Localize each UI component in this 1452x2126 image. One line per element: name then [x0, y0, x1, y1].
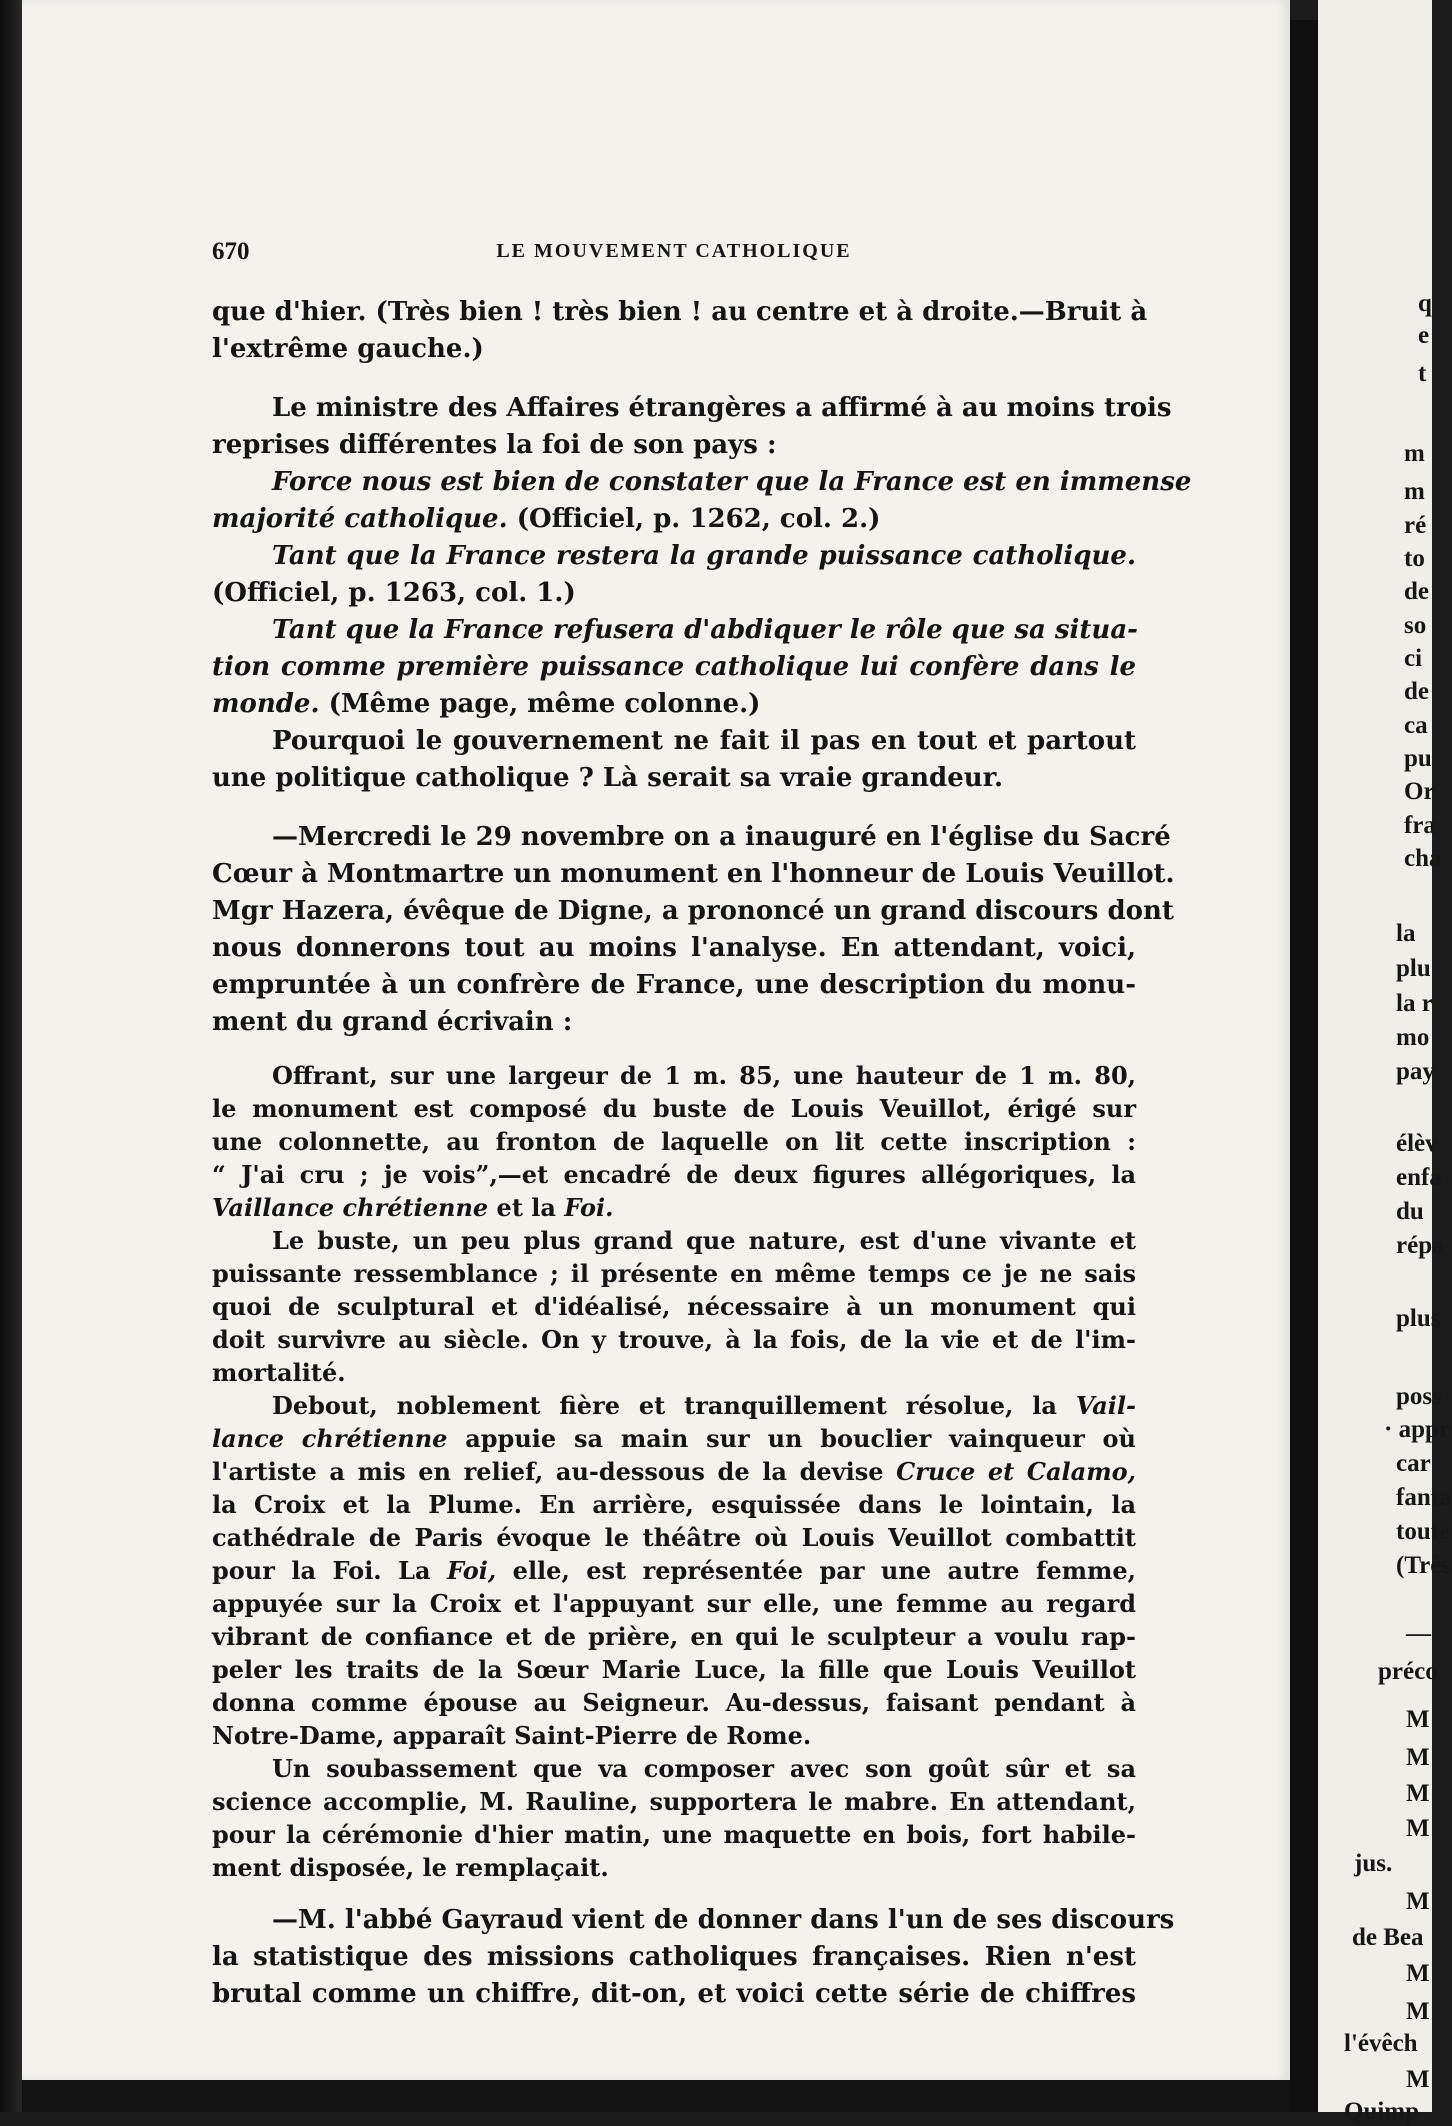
paragraph-mercredi: [212, 819, 1175, 1041]
right-fragment: M: [1406, 2066, 1430, 2093]
quote-force: [212, 464, 1192, 538]
right-fragment: M: [1406, 1960, 1430, 1987]
quote-tant-que-1: [212, 538, 1136, 612]
right-fragment: m: [1404, 478, 1425, 505]
italic-text: lance chrétienne: [212, 1424, 448, 1453]
excerpt-soubassement: [212, 1752, 1136, 1884]
quote-line: tion comme première puissance catholique lui confère dans le: [212, 652, 1136, 682]
right-fragment: M: [1406, 1744, 1430, 1771]
text-line: ment du grand écrivain :: [212, 1007, 573, 1037]
right-fragment: M: [1406, 1780, 1430, 1807]
page-header: [212, 238, 1136, 272]
citation: (Même page, même colonne.): [328, 689, 761, 719]
excerpt-offrant: [212, 1059, 1136, 1224]
right-fragment: du: [1396, 1198, 1424, 1225]
text-line: [212, 1191, 1136, 1224]
text-line: Pourquoi le gouvernement ne fait il pas en tout et partout: [272, 726, 1136, 756]
text-line: une politique catholique ? Là serait sa vraie grandeur.: [212, 763, 1004, 793]
right-fragment: t: [1418, 360, 1427, 387]
italic-text: Cruce et Calamo,: [896, 1457, 1136, 1486]
right-fragment: m: [1404, 440, 1425, 467]
text-line: [212, 1422, 1136, 1455]
right-fragment: l'évêch: [1344, 2030, 1418, 2057]
quote-line: Tant que la France refusera d'abdiquer le rôle que sa situa-: [272, 615, 1138, 645]
text-line: [212, 1455, 1136, 1488]
text-line: —Mercredi le 29 novembre on a inauguré en l'église du Sacré: [272, 822, 1171, 852]
text-fragment: appuie sa main sur un bouclier vainqueur où: [447, 1424, 1136, 1453]
right-fragment: toute: [1396, 1518, 1451, 1545]
right-fragment: de Bea: [1352, 1924, 1424, 1951]
right-fragment: ca: [1404, 712, 1428, 739]
italic-text: Foi.: [564, 1193, 614, 1222]
text-line: nous donnerons tout au moins l'analyse. En attendant, voici,: [212, 933, 1136, 963]
text-line: doit survivre au siècle. On y trouve, à la fois, de la vie et de l'im-: [212, 1325, 1136, 1354]
right-fragment: (Très: [1396, 1552, 1452, 1579]
paragraph-continuation: [212, 294, 1148, 368]
paragraph-ministre: [212, 390, 1172, 464]
right-fragment: Or: [1404, 778, 1435, 805]
quote-line: Tant que la France restera la grande puissance catholique.: [272, 541, 1136, 571]
text-line: [212, 501, 1136, 538]
right-fragment: ci: [1404, 645, 1423, 672]
bottom-shadow: [22, 2080, 1290, 2112]
text-line: [212, 1554, 1136, 1587]
right-fragment: préco: [1378, 1658, 1438, 1685]
right-fragment: M: [1406, 1888, 1430, 1915]
right-fragment: fanta: [1396, 1484, 1452, 1511]
right-fragment: · appr: [1384, 1416, 1450, 1443]
scan-left-edge: [0, 0, 22, 2112]
text-line: vibrant de confiance et de prière, en qui le sculpteur a voulu rap-: [212, 1622, 1136, 1651]
excerpt-debout: [212, 1389, 1136, 1752]
text-line: Le buste, un peu plus grand que nature, est d'une vivante et: [272, 1226, 1136, 1255]
text-line: reprises différentes la foi de son pays :: [212, 430, 777, 460]
text-line: empruntée à un confrère de France, une description du monu-: [212, 970, 1136, 1000]
right-fragment: —: [1406, 1620, 1431, 1647]
right-fragment: la: [1396, 920, 1416, 947]
text-line: Offrant, sur une largeur de 1 m. 85, une hauteur de 1 m. 80,: [272, 1061, 1136, 1090]
text-line: l'extrême gauche.): [212, 334, 484, 364]
text-line: —M. l'abbé Gayraud vient de donner dans l'un de ses discours: [272, 1905, 1175, 1935]
right-fragment: so: [1404, 612, 1427, 639]
text-line: “ J'ai cru ; je vois”,—et encadré de deux figures allégoriques, la: [212, 1160, 1136, 1189]
right-fragment: de: [1404, 578, 1429, 605]
right-fragment: mo: [1396, 1024, 1430, 1051]
text-line: Un soubassement que va composer avec son goût sûr et sa: [272, 1754, 1136, 1783]
right-fragment: répa: [1396, 1232, 1445, 1259]
text-line: quoi de sculptural et d'idéalisé, nécessaire à un monument qui: [212, 1292, 1136, 1321]
text-line: que d'hier. (Très bien ! très bien ! au centre et à droite.—Bruit à: [212, 297, 1148, 327]
text-line: la Croix et la Plume. En arrière, esquissée dans le lointain, la: [212, 1490, 1136, 1519]
right-fragment: pu: [1404, 745, 1432, 772]
page-number: 670: [212, 238, 250, 265]
right-fragment: jus.: [1354, 1850, 1393, 1877]
text-line: peler les traits de la Sœur Marie Luce, la fille que Louis Veuillot: [212, 1655, 1136, 1684]
text-line: cathédrale de Paris évoque le théâtre où Louis Veuillot combattit: [212, 1523, 1136, 1552]
right-fragment: e: [1418, 322, 1430, 349]
text-line: une colonnette, au fronton de laquelle on lit cette inscription :: [212, 1127, 1136, 1156]
right-fragment: élèv: [1396, 1130, 1438, 1157]
text-line: ment disposée, le remplaçait.: [212, 1853, 609, 1882]
right-fragment: de: [1404, 678, 1429, 705]
text-line: brutal comme un chiffre, dit-on, et voici cette série de chiffres: [212, 1979, 1136, 2009]
right-page: [1318, 0, 1452, 2125]
text-line: Le ministre des Affaires étrangères a affirmé à au moins trois: [272, 393, 1172, 423]
text-line: le monument est composé du buste de Louis Veuillot, érigé sur: [212, 1094, 1136, 1123]
italic-text: Foi,: [447, 1556, 497, 1585]
right-fragment: M: [1406, 1998, 1430, 2025]
right-fragment: fra: [1404, 812, 1436, 839]
right-fragment: M: [1406, 1815, 1430, 1842]
right-fragment: plus: [1396, 1305, 1441, 1332]
text-line: mortalité.: [212, 1358, 346, 1387]
paragraph-pourquoi: [212, 723, 1136, 797]
right-fragment: pay: [1396, 1058, 1435, 1085]
running-title: LE MOUVEMENT CATHOLIQUE: [496, 240, 852, 262]
text-fragment: elle, est représentée par une autre femme,: [496, 1556, 1136, 1585]
text-line: [212, 686, 1136, 723]
text-fragment: Debout, noblement fière et tranquillement résolue, la: [272, 1391, 1076, 1420]
quote-text: monde.: [212, 689, 320, 719]
body-text: [212, 294, 1192, 2013]
quote-line: Force nous est bien de constater que la France est en immense: [272, 467, 1192, 497]
italic-text: Vaillance chrétienne: [212, 1193, 489, 1222]
text-line: Notre-Dame, apparaît Saint-Pierre de Rome.: [212, 1721, 812, 1750]
right-fragment: la r: [1396, 990, 1433, 1017]
right-fragment: Quimp: [1344, 2098, 1420, 2125]
citation: (Officiel, p. 1263, col. 1.): [212, 578, 576, 608]
text-line: science accomplie, M. Rauline, supportera le mabre. En attendant,: [212, 1787, 1136, 1816]
text-line: la statistique des missions catholiques françaises. Rien n'est: [212, 1942, 1136, 1972]
text-line: appuyée sur la Croix et l'appuyant sur elle, une femme au regard: [212, 1589, 1136, 1618]
right-fragment: poss: [1396, 1383, 1442, 1410]
text-line: Cœur à Montmartre un monument en l'honneur de Louis Veuillot.: [212, 859, 1175, 889]
right-fragment: M: [1406, 1706, 1430, 1733]
excerpt-buste: [212, 1224, 1136, 1389]
text-fragment: et la: [488, 1193, 565, 1222]
right-fragment: enfa: [1396, 1164, 1442, 1191]
text-line: [212, 1389, 1136, 1422]
text-line: pour la cérémonie d'hier matin, une maquette en bois, fort habile-: [212, 1820, 1136, 1849]
text-fragment: l'artiste a mis en relief, au-dessous de la devise: [212, 1457, 897, 1486]
quote-text: majorité catholique.: [212, 504, 508, 534]
text-line: Mgr Hazera, évêque de Digne, a prononcé un grand discours dont: [212, 896, 1174, 926]
citation: (Officiel, p. 1262, col. 2.): [516, 504, 881, 534]
text-line: puissante ressemblance ; il présente en même temps ce je ne sais: [212, 1259, 1136, 1288]
right-fragment: plu: [1396, 955, 1431, 982]
italic-text: Vail-: [1075, 1391, 1136, 1420]
quote-tant-que-2: [212, 612, 1136, 723]
right-fragment: car: [1396, 1450, 1431, 1477]
right-fragment: to: [1404, 545, 1425, 572]
text-line: donna comme épouse au Seigneur. Au-dessus, faisant pendant à: [212, 1688, 1136, 1717]
right-fragment: ré: [1404, 512, 1427, 539]
right-fragment: cha: [1404, 845, 1442, 872]
paragraph-gayraud: [212, 1902, 1175, 2013]
text-fragment: pour la Foi. La: [212, 1556, 447, 1585]
right-fragment: q: [1418, 290, 1432, 317]
book-gutter: [1290, 20, 1318, 2112]
